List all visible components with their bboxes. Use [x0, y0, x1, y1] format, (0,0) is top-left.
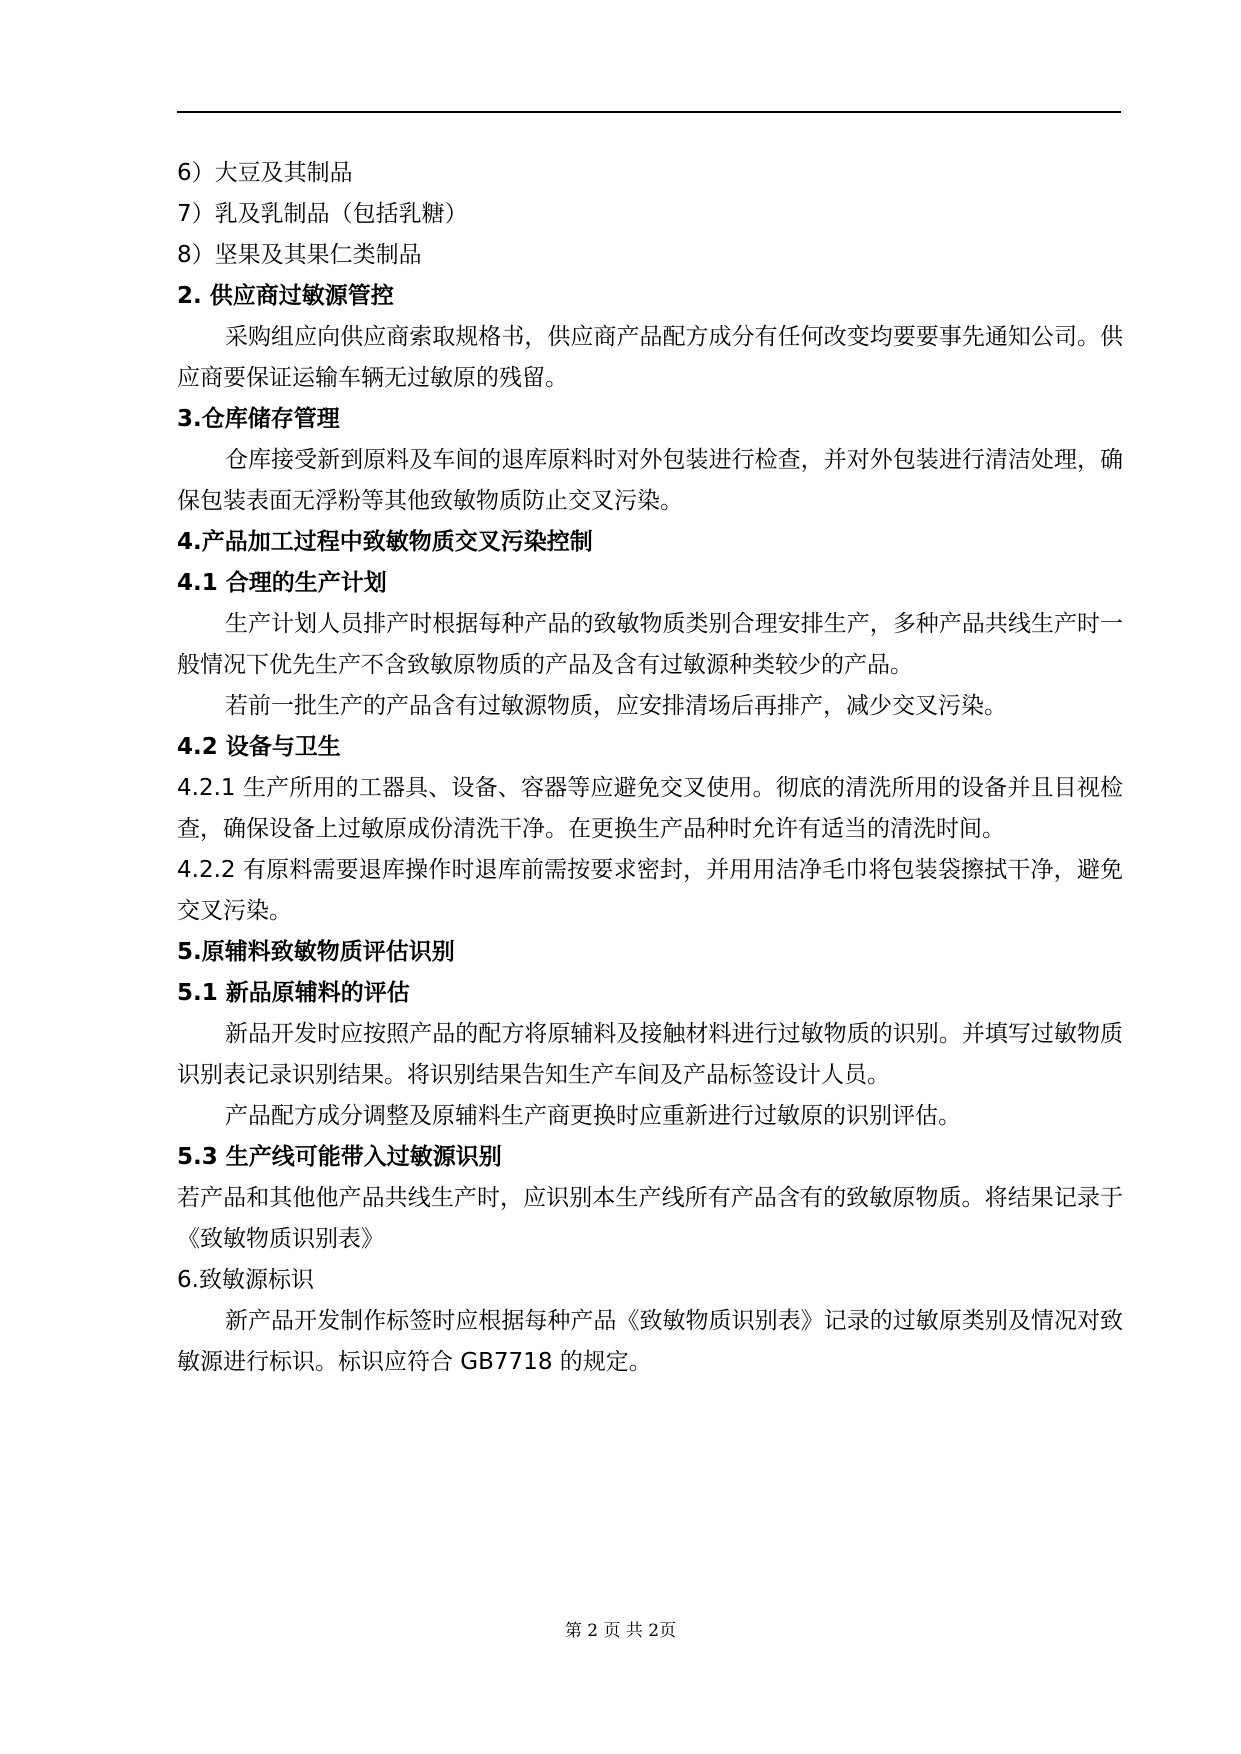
section-6-paragraph: 新产品开发制作标签时应根据每种产品《致敏物质识别表》记录的过敏原类别及情况对致敏源进行标识。标识应符合 GB7718 的规定。 — [177, 1308, 1123, 1375]
section-5-3-paragraph: 若产品和其他他产品共线生产时，应识别本生产线所有产品含有的致敏原物质。将结果记录于《致敏物质识别表》 — [177, 1185, 1123, 1252]
document-body — [177, 153, 1123, 1383]
section-5-heading: 5.原辅料致敏物质评估识别 — [177, 939, 455, 965]
section-5-1-heading: 5.1 新品原辅料的评估 — [177, 980, 410, 1006]
section-5-1-paragraph-1: 新品开发时应按照产品的配方将原辅料及接触材料进行过敏物质的识别。并填写过敏物质识别表记录识别结果。将识别结果告知生产车间及产品标签设计人员。 — [177, 1021, 1123, 1088]
section-2-paragraph: 采购组应向供应商索取规格书，供应商产品配方成分有任何改变均要要事先通知公司。供应商要保证运输车辆无过敏原的残留。 — [177, 324, 1123, 391]
section-5-1-paragraph-2: 产品配方成分调整及原辅料生产商更换时应重新进行过敏原的识别评估。 — [225, 1103, 961, 1129]
list-item-nuts: 8）坚果及其果仁类制品 — [177, 242, 422, 268]
section-6-heading: 6.致敏源标识 — [177, 1267, 314, 1293]
section-4-1-paragraph-1: 生产计划人员排产时根据每种产品的致敏物质类别合理安排生产，多种产品共线生产时一般情况下优先生产不含致敏原物质的产品及含有过敏源种类较少的产品。 — [177, 611, 1123, 678]
section-3-paragraph: 仓库接受新到原料及车间的退库原料时对外包装进行检查，并对外包装进行清洁处理，确保包装表面无浮粉等其他致敏物质防止交叉污染。 — [177, 447, 1123, 514]
page-number-footer: 第 2 页 共 2页 — [564, 1621, 677, 1641]
section-4-1-paragraph-2: 若前一批生产的产品含有过敏源物质，应安排清场后再排产，减少交叉污染。 — [225, 693, 1007, 719]
header-rule — [177, 111, 1121, 113]
section-4-2-1-paragraph: 4.2.1 生产所用的工器具、设备、容器等应避免交叉使用。彻底的清洗所用的设备并且目视检查，确保设备上过敏原成份清洗干净。在更换生产品种时允许有适当的清洗时间。 — [177, 775, 1123, 842]
section-4-2-heading: 4.2 设备与卫生 — [177, 734, 341, 760]
section-3-heading: 3.仓库储存管理 — [177, 406, 340, 432]
section-4-2-2-paragraph: 4.2.2 有原料需要退库操作时退库前需按要求密封，并用用洁净毛巾将包装袋擦拭干净，避免交叉污染。 — [177, 857, 1123, 924]
section-2-heading: 2. 供应商过敏源管控 — [177, 283, 394, 309]
section-4-1-heading: 4.1 合理的生产计划 — [177, 570, 387, 596]
list-item-milk: 7）乳及乳制品（包括乳糖） — [177, 201, 468, 227]
section-4-heading: 4.产品加工过程中致敏物质交叉污染控制 — [177, 529, 593, 555]
list-item-soy: 6）大豆及其制品 — [177, 160, 353, 186]
section-5-3-heading: 5.3 生产线可能带入过敏源识别 — [177, 1144, 502, 1170]
